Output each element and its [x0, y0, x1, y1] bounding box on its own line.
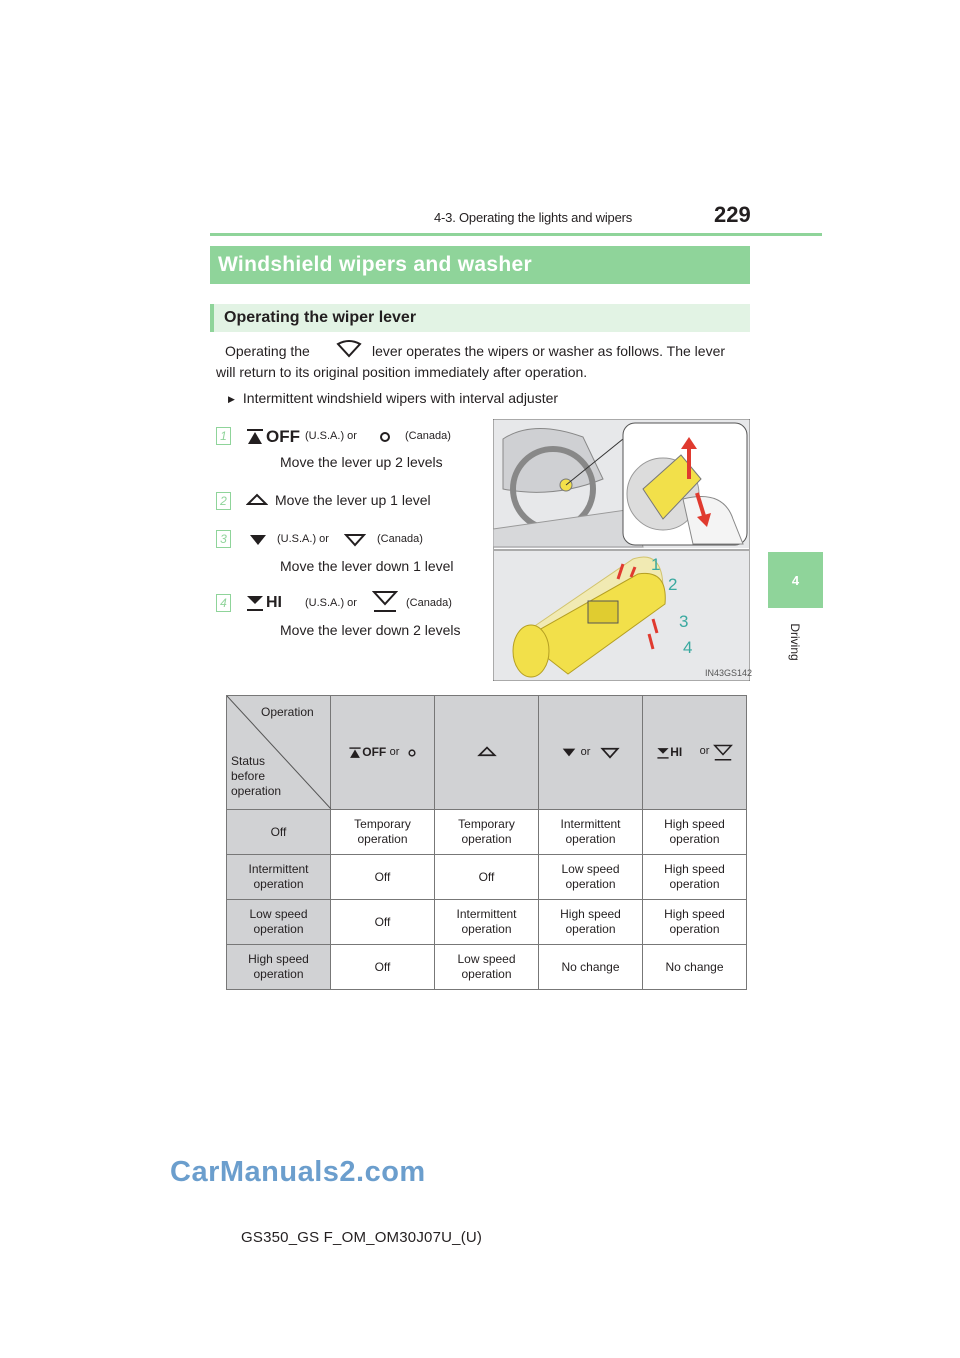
chapter-title: 4-3. Operating the lights and wipers: [434, 210, 633, 225]
callout-3: 3: [679, 612, 689, 631]
intro-text-line2: will return to its original position immediately after operation.: [216, 364, 588, 380]
chapter-tab-number: 4: [791, 572, 800, 588]
mist-up-icon: [348, 746, 362, 760]
row-status: Off: [227, 810, 331, 855]
callout-2: 2: [668, 575, 678, 594]
table-cell: Low speed operation: [435, 945, 539, 990]
step-1-canada: (Canada): [405, 430, 451, 442]
table-cell: Intermittent operation: [539, 810, 643, 855]
chapter-tab[interactable]: [768, 552, 823, 608]
wiper-lever-illustration: [493, 419, 753, 681]
subsection-heading: Operating the wiper lever: [210, 304, 750, 332]
page-number: 229: [714, 202, 751, 227]
table-cell: Off: [331, 900, 435, 945]
col-hi-text: HI: [670, 744, 683, 759]
col-or-text: or: [699, 744, 710, 757]
high-speed-icon: [656, 746, 670, 760]
hi-symbol-text: HI: [266, 594, 282, 611]
col-header-intermittent: [435, 696, 539, 810]
intro-text-end: lever operates the wipers or washer as follows. The lever: [372, 343, 726, 359]
step-number-2: 2: [216, 492, 231, 510]
step-3-text: Move the lever down 1 level: [280, 558, 454, 574]
table-cell: Intermittent operation: [435, 900, 539, 945]
col-header-mist: [331, 696, 435, 810]
table-cell: High speed operation: [643, 810, 747, 855]
chapter-tab-label-text: Driving: [788, 623, 802, 661]
low-speed-icon: [561, 747, 577, 758]
col-off-text: OFF: [362, 745, 387, 759]
illustration-code: IN43GS142: [705, 668, 753, 678]
callout-1: 1: [651, 555, 661, 574]
col-or-text: or: [389, 746, 400, 758]
table-cell: Off: [331, 855, 435, 900]
table-cell: Off: [331, 945, 435, 990]
step-number-3: 3: [216, 530, 231, 548]
col-or-text: or: [580, 746, 591, 758]
step-1-text: Move the lever up 2 levels: [280, 454, 443, 470]
operation-table: [226, 695, 747, 990]
table-cell: Off: [435, 855, 539, 900]
intermittent-icon: [246, 492, 268, 506]
section-heading: Windshield wipers and washer: [210, 246, 750, 284]
bullet-item: [228, 390, 558, 406]
watermark-link[interactable]: CarManuals2.com: [170, 1156, 426, 1188]
row-status: Intermittent operation: [227, 855, 331, 900]
table-cell: Temporary operation: [331, 810, 435, 855]
step-1-usa: (U.S.A.) or: [305, 430, 357, 442]
col-header-high: [643, 696, 747, 810]
chapter-tab-label: [767, 612, 823, 672]
table-row: [227, 855, 747, 900]
corner-status-label: Status before operation: [231, 754, 282, 798]
table-row: [227, 810, 747, 855]
off-symbol-text: OFF: [266, 427, 300, 446]
high-speed-icon: [245, 594, 265, 612]
step-4-text: Move the lever down 2 levels: [280, 622, 461, 638]
table-cell: Low speed operation: [539, 855, 643, 900]
intro-text-start: Operating the: [225, 343, 310, 359]
table-row: [227, 945, 747, 990]
row-status: Low speed operation: [227, 900, 331, 945]
corner-operation-label: Operation: [261, 705, 314, 719]
header-rule: [210, 233, 822, 236]
low-speed-outline-icon: [600, 747, 620, 759]
step-2-text: Move the lever up 1 level: [275, 492, 431, 508]
step-3-usa: (U.S.A.) or: [277, 533, 329, 545]
table-cell: Temporary operation: [435, 810, 539, 855]
mist-up-icon: [245, 428, 265, 446]
table-cell: No change: [539, 945, 643, 990]
table-header-row: [227, 696, 747, 810]
footer-code: GS350_GS F_OM_OM30J07U_(U): [241, 1229, 483, 1246]
callout-4: 4: [683, 638, 693, 657]
intermittent-icon: [477, 745, 497, 757]
low-speed-outline-icon: [344, 533, 366, 547]
table-corner-cell: [227, 696, 331, 810]
table-cell: High speed operation: [643, 900, 747, 945]
step-4-usa: (U.S.A.) or: [305, 597, 357, 609]
wiper-icon: [334, 338, 364, 360]
low-speed-icon: [248, 533, 268, 547]
bullet-triangle-icon: ▶: [228, 394, 235, 404]
mist-circle-icon: [378, 430, 392, 444]
high-speed-outline-icon: [372, 590, 398, 614]
table-cell: No change: [643, 945, 747, 990]
step-4-canada: (Canada): [406, 597, 452, 609]
step-number-1: 1: [216, 427, 231, 445]
step-3-canada: (Canada): [377, 533, 423, 545]
bullet-text: Intermittent windshield wipers with interval adjuster: [242, 390, 559, 406]
col-header-low: [539, 696, 643, 810]
high-speed-outline-icon: [713, 744, 733, 762]
table-cell: High speed operation: [643, 855, 747, 900]
table-row: [227, 900, 747, 945]
step-number-4: 4: [216, 594, 231, 612]
mist-circle-icon: [407, 748, 417, 758]
row-status: High speed operation: [227, 945, 331, 990]
table-cell: High speed operation: [539, 900, 643, 945]
